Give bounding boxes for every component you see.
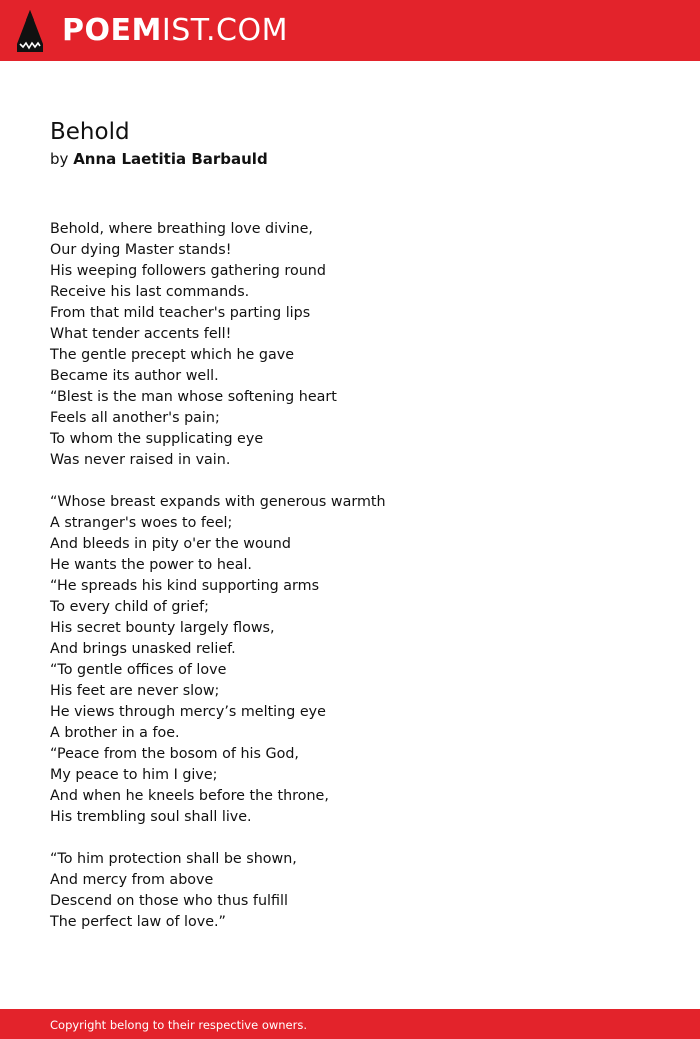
poem-author: Anna Laetitia Barbauld [73, 150, 268, 168]
byline-prefix: by [50, 150, 69, 168]
poem-line: My peace to him I give; [50, 767, 218, 783]
poem-line: And brings unasked relief. [50, 641, 236, 657]
poem-line: Our dying Master stands! [50, 242, 232, 258]
poem-line: Behold, where breathing love divine, [50, 221, 313, 237]
poem-title: Behold [50, 119, 130, 145]
logo-light-text: IST.COM [161, 13, 288, 48]
poem-line: What tender accents fell! [50, 326, 232, 342]
poem-body [50, 219, 650, 933]
stanza [50, 849, 650, 933]
poem-line: From that mild teacher's parting lips [50, 305, 311, 321]
poem-byline [50, 148, 268, 170]
poem-line: His weeping followers gathering round [50, 263, 326, 279]
pencil-tip-icon[interactable] [17, 10, 43, 52]
stanza-break [50, 471, 650, 492]
stanza [50, 219, 650, 471]
poem-line: To every child of grief; [50, 599, 209, 615]
poem-line: Descend on those who thus fulfill [50, 893, 288, 909]
stanza-break [50, 828, 650, 849]
poem-line: A stranger's woes to feel; [50, 515, 233, 531]
site-header [0, 0, 700, 61]
poem-line: “Blest is the man whose softening heart [50, 389, 337, 405]
poem-line: “To gentle offices of love [50, 662, 227, 678]
copyright-text: Copyright belong to their respective owners. [50, 1018, 308, 1032]
poem-line: A brother in a foe. [50, 725, 180, 741]
poem-line: “Peace from the bosom of his God, [50, 746, 299, 762]
poem-line: He views through mercy’s melting eye [50, 704, 326, 720]
poem-line: And mercy from above [50, 872, 214, 888]
poem-line: His secret bounty largely flows, [50, 620, 275, 636]
stanza [50, 492, 650, 828]
poem-line: Became its author well. [50, 368, 219, 384]
poem-line: To whom the supplicating eye [50, 431, 264, 447]
poem-line: He wants the power to heal. [50, 557, 252, 573]
poem-line: The gentle precept which he gave [50, 347, 294, 363]
poem-line: And bleeds in pity o'er the wound [50, 536, 291, 552]
poem-line: “Whose breast expands with generous warmth [50, 494, 386, 510]
poem-line: Receive his last commands. [50, 284, 250, 300]
poem-line: “To him protection shall be shown, [50, 851, 297, 867]
poem-line: The perfect law of love.” [50, 914, 226, 930]
poem-line: And when he kneels before the throne, [50, 788, 329, 804]
poem-line: His trembling soul shall live. [50, 809, 252, 825]
poem-line: Feels all another's pain; [50, 410, 220, 426]
poem-line: “He spreads his kind supporting arms [50, 578, 320, 594]
poem-line: Was never raised in vain. [50, 452, 231, 468]
site-logo[interactable] [62, 12, 288, 50]
logo-strong-text: POEM [62, 13, 162, 48]
site-footer [0, 1009, 700, 1039]
poem-line: His feet are never slow; [50, 683, 220, 699]
